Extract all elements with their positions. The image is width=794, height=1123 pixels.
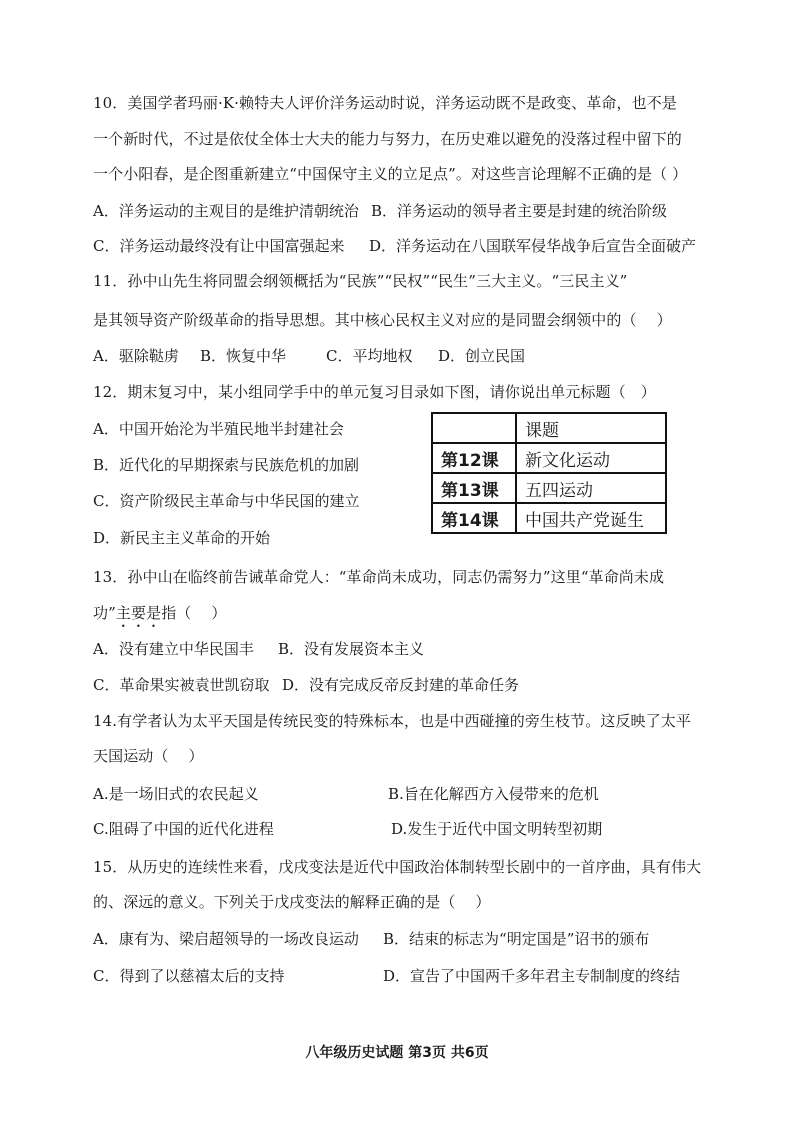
table-header-row: [432, 413, 666, 443]
q13-stem-line-1: 13．孙中山在临终前告诫革命党人：“革命尚未成功，同志仍需努力”这里“革命尚未成: [93, 568, 665, 586]
unit-review-table: [431, 412, 667, 534]
q14-option-c: C.阻碍了中国的近代化进程: [93, 820, 274, 838]
q11-option-d: D．创立民国: [438, 347, 526, 365]
q13-stem-prefix: 功”: [93, 604, 116, 622]
q13-option-c: C．革命果实被袁世凯窃取: [93, 676, 270, 694]
table-cell-topic: 新文化运动: [516, 443, 666, 473]
q10-stem-line-1: 10．美国学者玛丽·K·赖特夫人评价洋务运动时说，洋务运动既不是政变、革命，也不是: [93, 94, 677, 112]
table-cell-lesson: 第13课: [432, 473, 516, 503]
q13-option-d: D．没有完成反帝反封建的革命任务: [282, 676, 520, 694]
q11-option-b: B．恢复中华: [200, 347, 287, 365]
table-row: [432, 503, 666, 533]
q12-stem: 12．期末复习中，某小组同学手中的单元复习目录如下图，请你说出单元标题（ ）: [93, 383, 656, 401]
q10-option-b: B．洋务运动的领导者主要是封建的统治阶级: [371, 202, 668, 220]
q14-option-d: D.发生于近代中国文明转型初期: [391, 820, 603, 838]
table-row: [432, 473, 666, 503]
q12-option-a: A．中国开始沦为半殖民地半封建社会: [93, 420, 344, 438]
q11-option-c: C．平均地权: [326, 347, 413, 365]
q14-stem-line-1: 14.有学者认为太平天国是传统民变的特殊标本，也是中西碰撞的旁生枝节。这反映了太平: [93, 712, 691, 730]
table-header-cell: 课题: [516, 413, 666, 443]
table-cell-lesson: 第12课: [432, 443, 516, 473]
q15-stem-line-1: 15．从历史的连续性来看，戊戌变法是近代中国政治体制转型长剧中的一首序曲，具有伟大: [93, 858, 702, 876]
q15-option-c: C．得到了以慈禧太后的支持: [93, 967, 285, 985]
q10-stem-line-3: 一个小阳春，是企图重新建立“中国保守主义的立足点”。对这些言论理解不正确的是（ ）: [93, 165, 688, 183]
q12-option-d: D．新民主主义革命的开始: [93, 529, 271, 547]
q14-option-a: A.是一场旧式的农民起义: [93, 785, 259, 803]
q10-stem-line-2: 一个新时代，不过是依仗全体士大夫的能力与努力，在历史难以避免的没落过程中留下的: [93, 130, 682, 148]
q13-stem-suffix: 指（ ）: [161, 604, 227, 622]
q15-option-d: D．宣告了中国两千多年君主专制制度的终结: [383, 967, 681, 985]
q14-option-b: B.旨在化解西方入侵带来的危机: [388, 785, 599, 803]
q10-option-a: A．洋务运动的主观目的是维护清朝统治: [93, 202, 359, 220]
table-cell-topic: 五四运动: [516, 473, 666, 503]
q12-option-b: B．近代化的早期探索与民族危机的加剧: [93, 456, 360, 474]
q15-stem-line-2: 的、深远的意义。下列关于戊戌变法的解释正确的是（ ）: [93, 893, 491, 911]
q12-option-c: C．资产阶级民主革命与中华民国的建立: [93, 492, 360, 510]
q10-option-d: D．洋务运动在八国联军侵华战争后宣告全面破产: [369, 237, 697, 255]
table-header-cell: [432, 413, 516, 443]
table-cell-topic: 中国共产党诞生: [516, 503, 666, 533]
q15-option-a: A．康有为、梁启超领导的一场改良运动: [93, 930, 359, 948]
q11-stem-line-2: 是其领导资产阶级革命的指导思想。其中核心民权主义对应的是同盟会纲领中的（ ）: [93, 311, 672, 329]
q13-emphasis-text: 主要是: [115, 604, 162, 622]
q15-option-b: B．结束的标志为“明定国是”诏书的颁布: [383, 930, 650, 948]
q10-option-c: C．洋务运动最终没有让中国富强起来: [93, 237, 345, 255]
q13-stem-line-2: [93, 603, 226, 631]
table-cell-lesson: 第14课: [432, 503, 516, 533]
table-row: [432, 443, 666, 473]
page-footer: 八年级历史试题 第3页 共6页: [305, 1045, 489, 1061]
q13-option-b: B．没有发展资本主义: [278, 640, 425, 658]
q14-stem-line-2: 天国运动（ ）: [93, 747, 204, 765]
q11-stem-line-1: 11．孙中山先生将同盟会纲领概括为“民族”“民权”“民生”三大主义。“三民主义”: [93, 272, 628, 290]
q11-option-a: A．驱除鞑虏: [93, 347, 179, 365]
q13-option-a: A．没有建立中华民国丰: [93, 640, 254, 658]
